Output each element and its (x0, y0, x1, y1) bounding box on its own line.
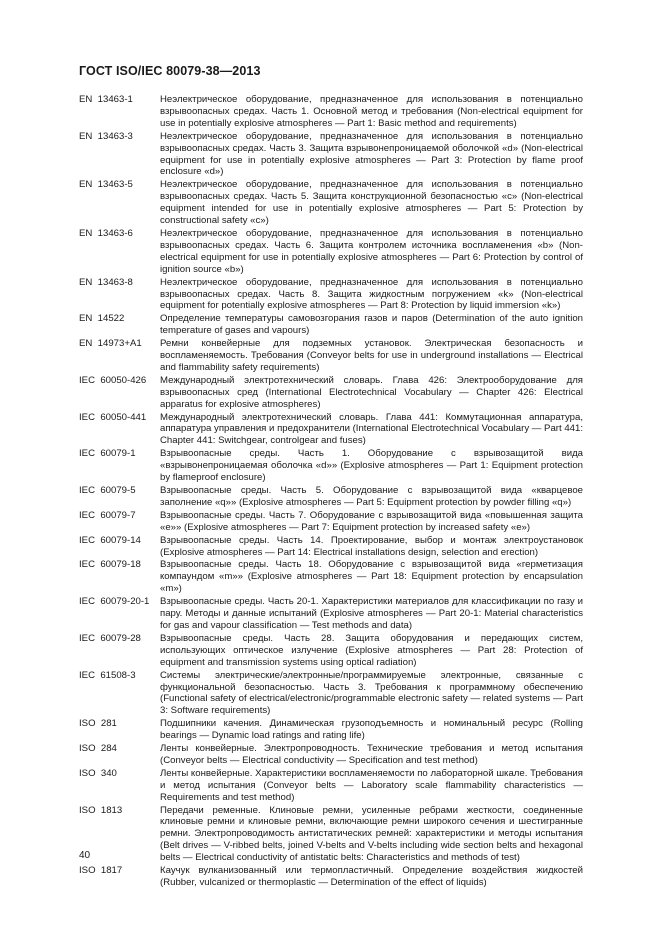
reference-code: EN 13463-6 (79, 227, 133, 239)
reference-description: Взрывоопасные среды. Часть 28. Защита оборудования и передающих систем, использующих оптическое излучение (Explosive atmospheres — Part 28: Protection of equipment and transmission systems using optical radiation) (160, 632, 583, 668)
reference-description: Неэлектрическое оборудование, предназначенное для использования в потенциально взрывоопасных средах. Часть 8. Защита жидкостным погружением «k» (Non-electrical equipment for potentially explosive atmospheres — Part 8: Protection by liquid immersion «k») (160, 276, 583, 312)
reference-description: Определение температуры самовозгорания газов и паров (Determination of the auto ignition temperature of gases and vapours) (160, 313, 583, 337)
reference-entry (79, 277, 583, 313)
reference-code: IEC 60079-7 (79, 509, 136, 521)
reference-entry (79, 179, 583, 227)
reference-description: Неэлектрическое оборудование, предназначенное для использования в потенциально взрывоопасных средах. Часть 6. Защита контролем источника воспламенения «b» (Non-electrical equipment for use in potentially explosive atmospheres — Part 6: Protection by control of ignition source «b») (160, 227, 583, 275)
reference-entry (79, 375, 583, 411)
reference-description: Ленты конвейерные. Электропроводность. Технические требования и метод испытания (Conveyor belts — Electrical conductivity — Specification and test method) (160, 743, 583, 766)
reference-code: IEC 60079-14 (79, 534, 141, 546)
reference-code: IEC 60079-20-1 (79, 596, 150, 608)
reference-code: IEC 60079-18 (79, 559, 141, 571)
reference-code: EN 13463-8 (79, 276, 133, 288)
reference-entry (79, 718, 583, 742)
reference-description: Взрывоопасные среды. Часть 7. Оборудование с взрывозащитой вида «повышенная защита «e»» (Explosive atmospheres — Part 7: Equipment protection by increased safety «e») (160, 509, 583, 533)
reference-entry (79, 670, 583, 718)
reference-entry (79, 743, 583, 767)
reference-description: Передачи ременные. Клиновые ремни, усиленные ребрами жесткости, соединенные клиновые ремни и клиновые ремни, включающие ремни широкого сечения и шестигранные ремни. Электропроводимость антистатических ремней: характеристики и методы испытания (Belt drives — V-ribbed belts, joined V-belts and V-belts including wide section belts and hexagonal belts — Electrical conductivity of antistatic belts: Characteristics and methods of test) (160, 804, 583, 864)
document-header: ГОСТ ISO/IEC 80079-38—2013 (79, 64, 261, 78)
reference-code: ISO 340 (79, 767, 117, 779)
reference-code: IEC 60079-1 (79, 448, 136, 460)
page-number: 40 (79, 850, 91, 861)
reference-entry (79, 94, 583, 130)
reference-entry (79, 448, 583, 484)
reference-description: Подшипники качения. Динамическая грузоподъемность и номинальный ресурс (Rolling bearings — Dynamic load ratings and rating life) (160, 718, 583, 742)
reference-entry (79, 313, 583, 337)
reference-description: Неэлектрическое оборудование, предназначенное для использования в потенциально взрывоопасных средах. Часть 1. Основной метод и требования (Non-electrical equipment for use in potentially explosive atmospheres — Part 1: Basic method and requirements) (160, 94, 583, 129)
reference-entry (79, 485, 583, 509)
reference-description: Взрывоопасные среды. Часть 1. Оборудование с взрывозащитой вида «взрывонепроницаемая оболочка «d»» (Explosive atmospheres — Part 1: Equipment protection by flameproof enclosure) (160, 448, 583, 484)
reference-code: ISO 1817 (79, 865, 123, 877)
reference-code: EN 13463-5 (79, 179, 133, 191)
reference-description: Ленты конвейерные. Характеристики воспламеняемости по лабораторной шкале. Требования и метод испытания (Conveyor belts — Laboratory scale flammability characteristics — Requirements and test method) (160, 767, 583, 803)
reference-entry (79, 596, 583, 632)
reference-entry (79, 805, 583, 865)
reference-code: IEC 60079-5 (79, 485, 136, 496)
reference-description: Международный электротехнический словарь. Глава 426: Электрооборудование для взрывоопасных сред (International Electrotechnical Vocabulary — Chapter 426: Electrical apparatus for explosive atmospheres) (160, 374, 583, 410)
reference-entry (79, 865, 583, 889)
reference-description: Взрывоопасные среды. Часть 18. Оборудование с взрывозащитой вида «герметизация компаундом «m»» (Explosive atmospheres — Part 18: Equipment protection by encapsulation «m») (160, 559, 583, 595)
reference-list (79, 94, 583, 890)
reference-code: IEC 60050-441 (79, 411, 147, 423)
reference-description: Взрывоопасные среды. Часть 14. Проектирование, выбор и монтаж электроустановок (Explosive atmospheres — Part 14: Electrical installations design, selection and erection) (160, 534, 583, 558)
reference-entry (79, 338, 583, 374)
reference-description: Неэлектрическое оборудование, предназначенное для использования в потенциально взрывоопасных средах. Часть 3. Защита взрывонепроницаемой оболочкой «d» (Non-electrical equipment for use in potentially explosive atmospheres — Part 3: Protection by flame proof enclosure «d») (160, 130, 583, 178)
reference-entry (79, 633, 583, 669)
reference-code: EN 13463-1 (79, 94, 133, 105)
reference-entry (79, 559, 583, 595)
reference-code: EN 13463-3 (79, 130, 133, 142)
reference-entry (79, 131, 583, 179)
reference-code: EN 14973+A1 (79, 338, 142, 350)
reference-code: ISO 284 (79, 743, 117, 755)
reference-description: Взрывоопасные среды. Часть 5. Оборудование с взрывозащитой вида «кварцевое заполнение «q»» (Explosive atmospheres — Part 5: Equipment protection by powder filling «q») (160, 485, 583, 508)
reference-code: ISO 1813 (79, 804, 123, 816)
reference-entry (79, 510, 583, 534)
reference-code: IEC 60050-426 (79, 374, 147, 386)
reference-code: ISO 281 (79, 718, 117, 730)
reference-entry (79, 228, 583, 276)
reference-code: IEC 60079-28 (79, 632, 141, 644)
reference-description: Системы электрические/электронные/программируемые электронные, связанные с функциональной безопасностью. Часть 3. Требования к программному обеспечению (Functional safety of electrical/electronic/programmable electronic safety — related systems — Part 3: Software requirements) (160, 669, 583, 717)
reference-description: Международный электротехнический словарь. Глава 441: Коммутационная аппаратура, аппаратура управления и предохранители (International Electrotechnical Vocabulary — Part 441: Chapter 441: Switchgear, controlgear and fuses) (160, 411, 583, 447)
reference-description: Ремни конвейерные для подземных установок. Электрическая безопасность и воспламеняемость. Требования (Conveyor belts for use in underground installations — Electrical and flammability safety requirements) (160, 338, 583, 373)
reference-entry (79, 768, 583, 804)
reference-description: Неэлектрическое оборудование, предназначенное для использования в потенциально взрывоопасных средах. Часть 5. Защита конструкционной безопасностью «c» (Non-electrical equipment intended for use in potentially explosive atmospheres — Part 5: Protection by constructional safety «c») (160, 179, 583, 227)
reference-entry (79, 535, 583, 559)
reference-entry (79, 412, 583, 448)
reference-description: Взрывоопасные среды. Часть 20-1. Характеристики материалов для классификации по газу и пару. Методы и данные испытаний (Explosive atmospheres — Part 20-1: Material characteristics for gas and vapour classification — Test methods and data) (160, 596, 583, 631)
reference-description: Каучук вулканизованный или термопластичный. Определение воздействия жидкостей (Rubber, vulcanized or thermoplastic — Determination of the effect of liquids) (160, 865, 583, 888)
reference-code: EN 14522 (79, 313, 125, 325)
reference-code: IEC 61508-3 (79, 669, 136, 681)
